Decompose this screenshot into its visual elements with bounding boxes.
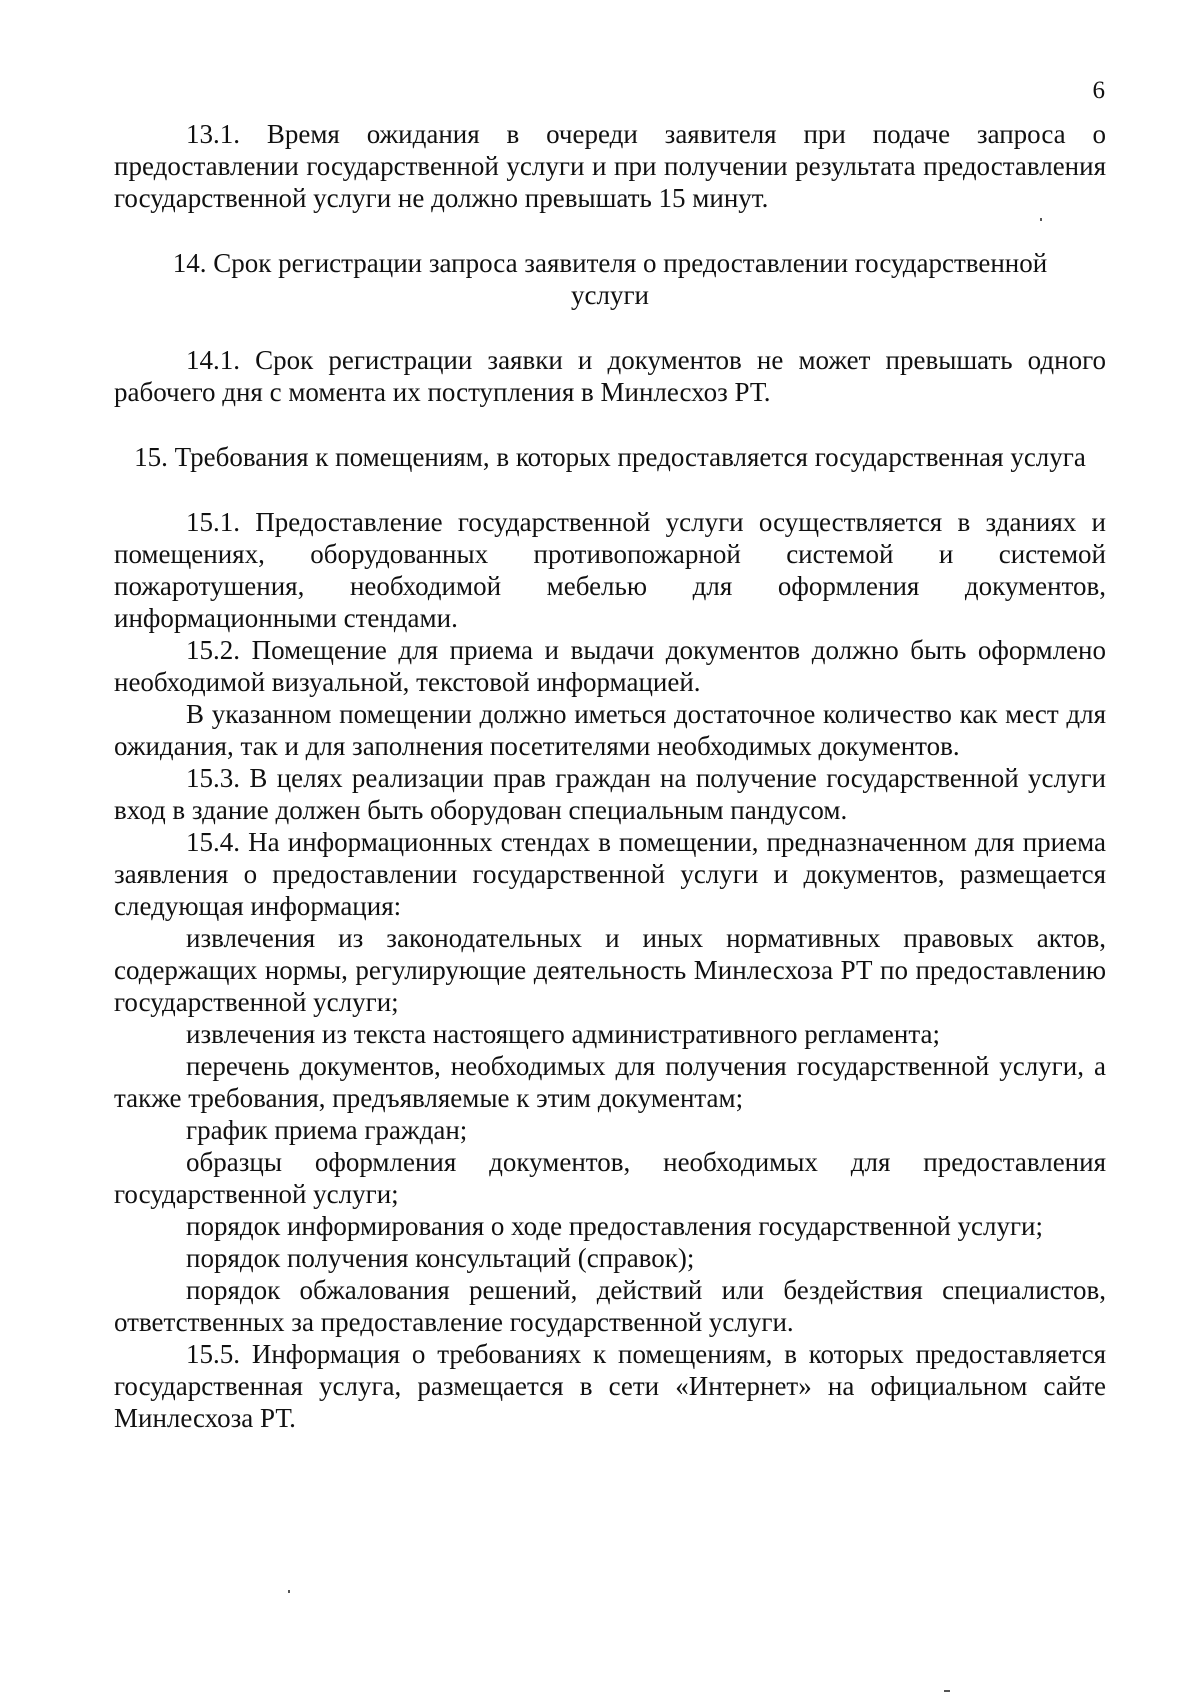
document-body <box>114 118 1106 1434</box>
paragraph-15-5: 15.5. Информация о требованиях к помещениям, в которых предоставляется государственная услуга, размещается в сети «Интернет» на официальном сайте Минлесхоза РТ. <box>114 1339 1106 1433</box>
scan-speck <box>1040 218 1042 221</box>
paragraph-14-1: 14.1. Срок регистрации заявки и документов не может превышать одного рабочего дня с момента их поступления в Минлесхоз РТ. <box>114 345 1106 407</box>
paragraph-15-3: 15.3. В целях реализации прав граждан на получение государственной услуги вход в здание должен быть оборудован специальным пандусом. <box>114 763 1106 825</box>
scan-speck <box>288 1590 290 1593</box>
list-item-appeal-procedure: порядок обжалования решений, действий или бездействия специалистов, ответственных за предоставление государственной услуги. <box>114 1275 1106 1337</box>
page-number: 6 <box>1092 77 1105 104</box>
section-heading-14: 14. Срок регистрации запроса заявителя о предоставлении государственной услуги <box>172 248 1048 310</box>
section-heading-15: 15. Требования к помещениям, в которых предоставляется государственная услуга <box>134 442 1086 472</box>
list-item-consultation-procedure: порядок получения консультаций (справок); <box>186 1243 695 1273</box>
paragraph-15-1: 15.1. Предоставление государственной услуги осуществляется в зданиях и помещениях, оборудованных противопожарной системой и системой пожаротушения, необходимой мебелью для оформления документов, информационными стендами. <box>114 507 1106 633</box>
scan-speck <box>944 1690 950 1692</box>
list-item-reception-schedule: график приема граждан; <box>186 1115 468 1145</box>
paragraph-15-2-continued: В указанном помещении должно иметься достаточное количество как мест для ожидания, так и для заполнения посетителями необходимых документов. <box>114 699 1106 761</box>
list-item-progress-info: порядок информирования о ходе предоставления государственной услуги; <box>186 1211 1044 1241</box>
paragraph-13-1: 13.1. Время ожидания в очереди заявителя при подаче запроса о предоставлении государственной услуги и при получении результата предоставления государственной услуги не должно превышать 15 минут. <box>114 119 1106 213</box>
list-item-document-samples: образцы оформления документов, необходимых для предоставления государственной услуги; <box>114 1147 1106 1209</box>
paragraph-15-2: 15.2. Помещение для приема и выдачи документов должно быть оформлено необходимой визуальной, текстовой информацией. <box>114 635 1106 697</box>
list-item-regulation-extracts: извлечения из текста настоящего административного регламента; <box>186 1019 940 1049</box>
list-item-legal-extracts: извлечения из законодательных и иных нормативных правовых актов, содержащих нормы, регулирующие деятельность Минлесхоза РТ по предоставлению государственной услуги; <box>114 923 1106 1017</box>
list-item-documents-list: перечень документов, необходимых для получения государственной услуги, а также требования, предъявляемые к этим документам; <box>114 1051 1106 1113</box>
paragraph-15-4: 15.4. На информационных стендах в помещении, предназначенном для приема заявления о предоставлении государственной услуги и документов, размещается следующая информация: <box>114 827 1106 921</box>
